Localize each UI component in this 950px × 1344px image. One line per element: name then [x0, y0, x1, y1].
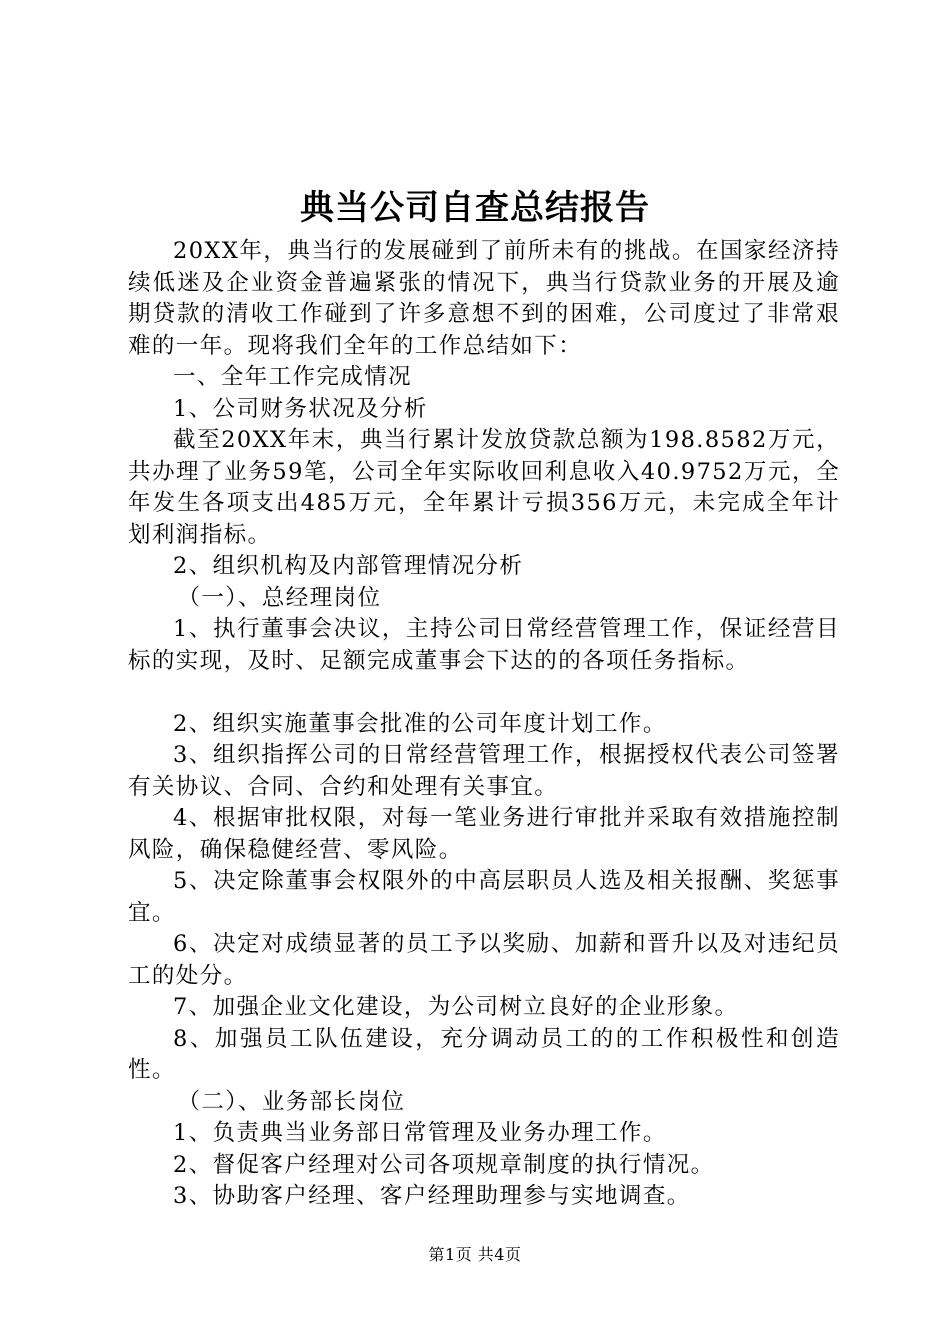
bm-duty-3: 3、协助客户经理、客户经理助理参与实地调查。 [173, 1183, 691, 1209]
bm-duty-1: 1、负责典当业务部日常管理及业务办理工作。 [173, 1120, 667, 1146]
section-heading-1: 一、全年工作完成情况 [173, 364, 413, 390]
finance-paragraph: 截至20XX年末，典当行累计发放贷款总额为198.8582万元，共办理了业务59笔，公司全年实际收回利息收入40.9752万元，全年发生各项支出485万元，全年累计亏损356万元，未完成全年计划利润指标。 [128, 427, 840, 548]
role-heading-general-manager: （一）、总经理岗位 [177, 584, 382, 611]
gm-duty-7: 7、加强企业文化建设，为公司树立良好的企业形象。 [173, 994, 739, 1020]
gm-duty-2: 2、组织实施董事会批准的公司年度计划工作。 [173, 710, 667, 737]
page-footer: 第1页 共4页 [428, 1245, 522, 1264]
gm-duty-8: 8、加强员工队伍建设，充分调动员工的的工作积极性和创造性。 [128, 1025, 840, 1083]
subsection-heading-finance: 1、公司财务状况及分析 [173, 395, 428, 422]
blank-line [128, 677, 840, 709]
document-body [128, 236, 840, 1213]
bm-duty-2: 2、督促客户经理对公司各项规章制度的执行情况。 [173, 1151, 715, 1178]
gm-duty-1: 1、执行董事会决议，主持公司日常经营管理工作，保证经营目标的实现，及时、足额完成董事会下达的的各项任务指标。 [128, 616, 840, 674]
gm-duty-4: 4、根据审批权限，对每一笔业务进行审批并采取有效措施控制风险，确保稳健经营、零风险。 [128, 805, 840, 863]
document-title: 典当公司自查总结报告 [300, 188, 650, 228]
gm-duty-3: 3、组织指挥公司的日常经营管理工作，根据授权代表公司签署有关协议、合同、合约和处理有关事宜。 [128, 742, 840, 800]
intro-paragraph: 20XX年，典当行的发展碰到了前所未有的挑战。在国家经济持续低迷及企业资金普遍紧张的情况下，典当行贷款业务的开展及逾期贷款的清收工作碰到了许多意想不到的困难，公司度过了非常艰难的一年。现将我们全年的工作总结如下： [128, 238, 840, 359]
role-heading-business-manager: （二）、业务部长岗位 [177, 1088, 406, 1115]
subsection-heading-organization: 2、组织机构及内部管理情况分析 [173, 553, 524, 579]
gm-duty-6: 6、决定对成绩显著的员工予以奖励、加薪和晋升以及对违纪员工的处分。 [128, 931, 840, 989]
gm-duty-5: 5、决定除董事会权限外的中高层职员人选及相关报酬、奖惩事宜。 [128, 868, 840, 926]
